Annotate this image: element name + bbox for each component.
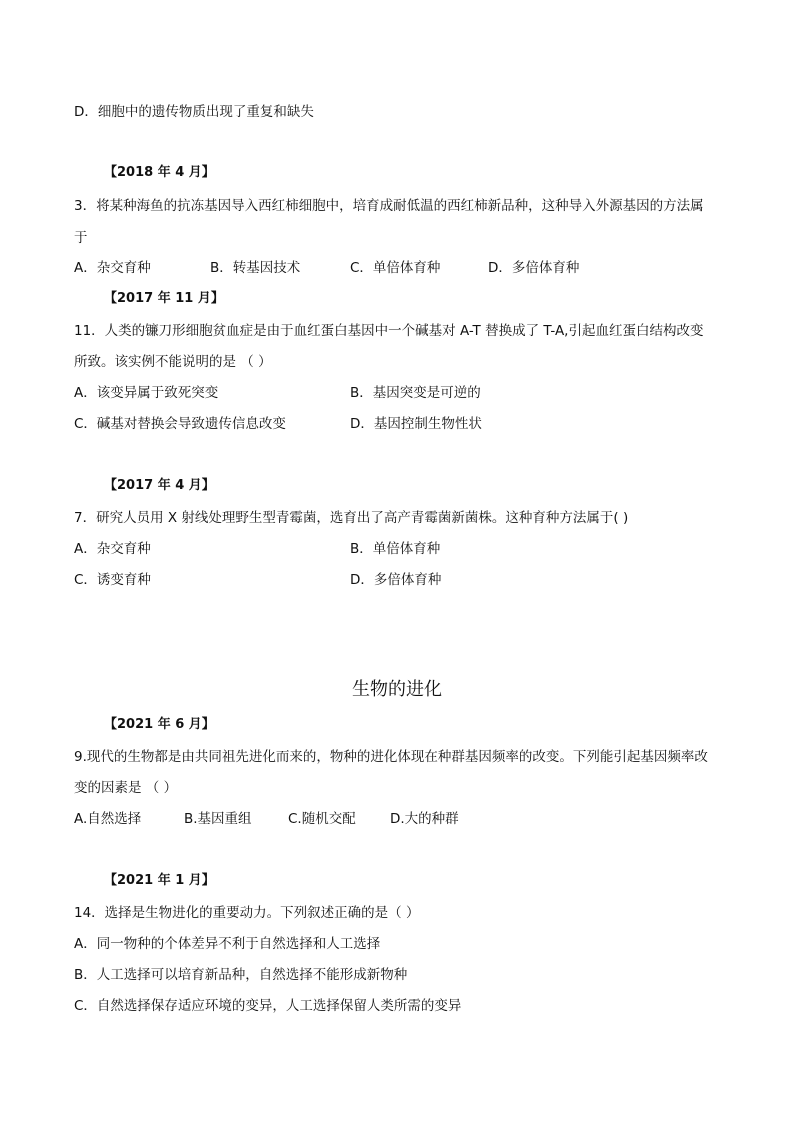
option-d: D．基因控制生物性状: [350, 416, 482, 432]
year-tag: 【2021 年 6 月】: [104, 717, 215, 732]
question-stem: 11．人类的镰刀形细胞贫血症是由于血红蛋白基因中一个碱基对 A-T 替换成了 T-A,引起血红蛋白结构改变: [74, 323, 704, 339]
question-stem: 14．选择是生物进化的重要动力。下列叙述正确的是（ ）: [74, 905, 420, 921]
option-c: C．碱基对替换会导致遗传信息改变: [74, 416, 286, 432]
year-tag: 【2017 年 4 月】: [104, 478, 215, 493]
option-b: B．基因突变是可逆的: [350, 385, 481, 401]
question-stem: 3．将某种海鱼的抗冻基因导入西红柿细胞中，培育成耐低温的西红柿新品种，这种导入外源基因的方法属: [74, 198, 704, 214]
option-a: A．同一物种的个体差异不利于自然选择和人工选择: [74, 936, 381, 952]
option-d: D.大的种群: [390, 811, 459, 827]
year-tag: 【2018 年 4 月】: [104, 165, 215, 180]
year-tag: 【2017 年 11 月】: [104, 291, 224, 306]
option-b: B．人工选择可以培育新品种，自然选择不能形成新物种: [74, 967, 408, 983]
option-a: A．杂交育种: [74, 260, 151, 276]
section-title: 生物的进化: [352, 679, 442, 700]
year-tag: 【2021 年 1 月】: [104, 873, 215, 888]
option-c: C．单倍体育种: [350, 260, 441, 276]
option-b: B．转基因技术: [210, 260, 301, 276]
option-b: B.基因重组: [184, 811, 252, 827]
option-a: A.自然选择: [74, 811, 142, 827]
question-stem-continued: 变的因素是 （ ）: [74, 780, 178, 796]
option-c: C.随机交配: [288, 811, 356, 827]
option-a: A．杂交育种: [74, 541, 151, 557]
question-stem-continued: 于: [74, 230, 88, 246]
question-stem-continued: 所致。该实例不能说明的是 （ ）: [74, 354, 272, 370]
option-b: B．单倍体育种: [350, 541, 441, 557]
option-d: D．多倍体育种: [350, 572, 442, 588]
question-stem: 9.现代的生物都是由共同祖先进化而来的，物种的进化体现在种群基因频率的改变。下列能引起基因频率改: [74, 749, 708, 765]
option-d: D．多倍体育种: [488, 260, 580, 276]
option-a: A．该变异属于致死突变: [74, 385, 219, 401]
option-c: C．自然选择保存适应环境的变异，人工选择保留人类所需的变异: [74, 998, 462, 1014]
option-c: C．诱变育种: [74, 572, 151, 588]
question-stem: 7．研究人员用 X 射线处理野生型青霉菌，选育出了高产青霉菌新菌株。这种育种方法属于( ): [74, 510, 629, 526]
option-d-text: D．细胞中的遗传物质出现了重复和缺失: [74, 104, 314, 120]
